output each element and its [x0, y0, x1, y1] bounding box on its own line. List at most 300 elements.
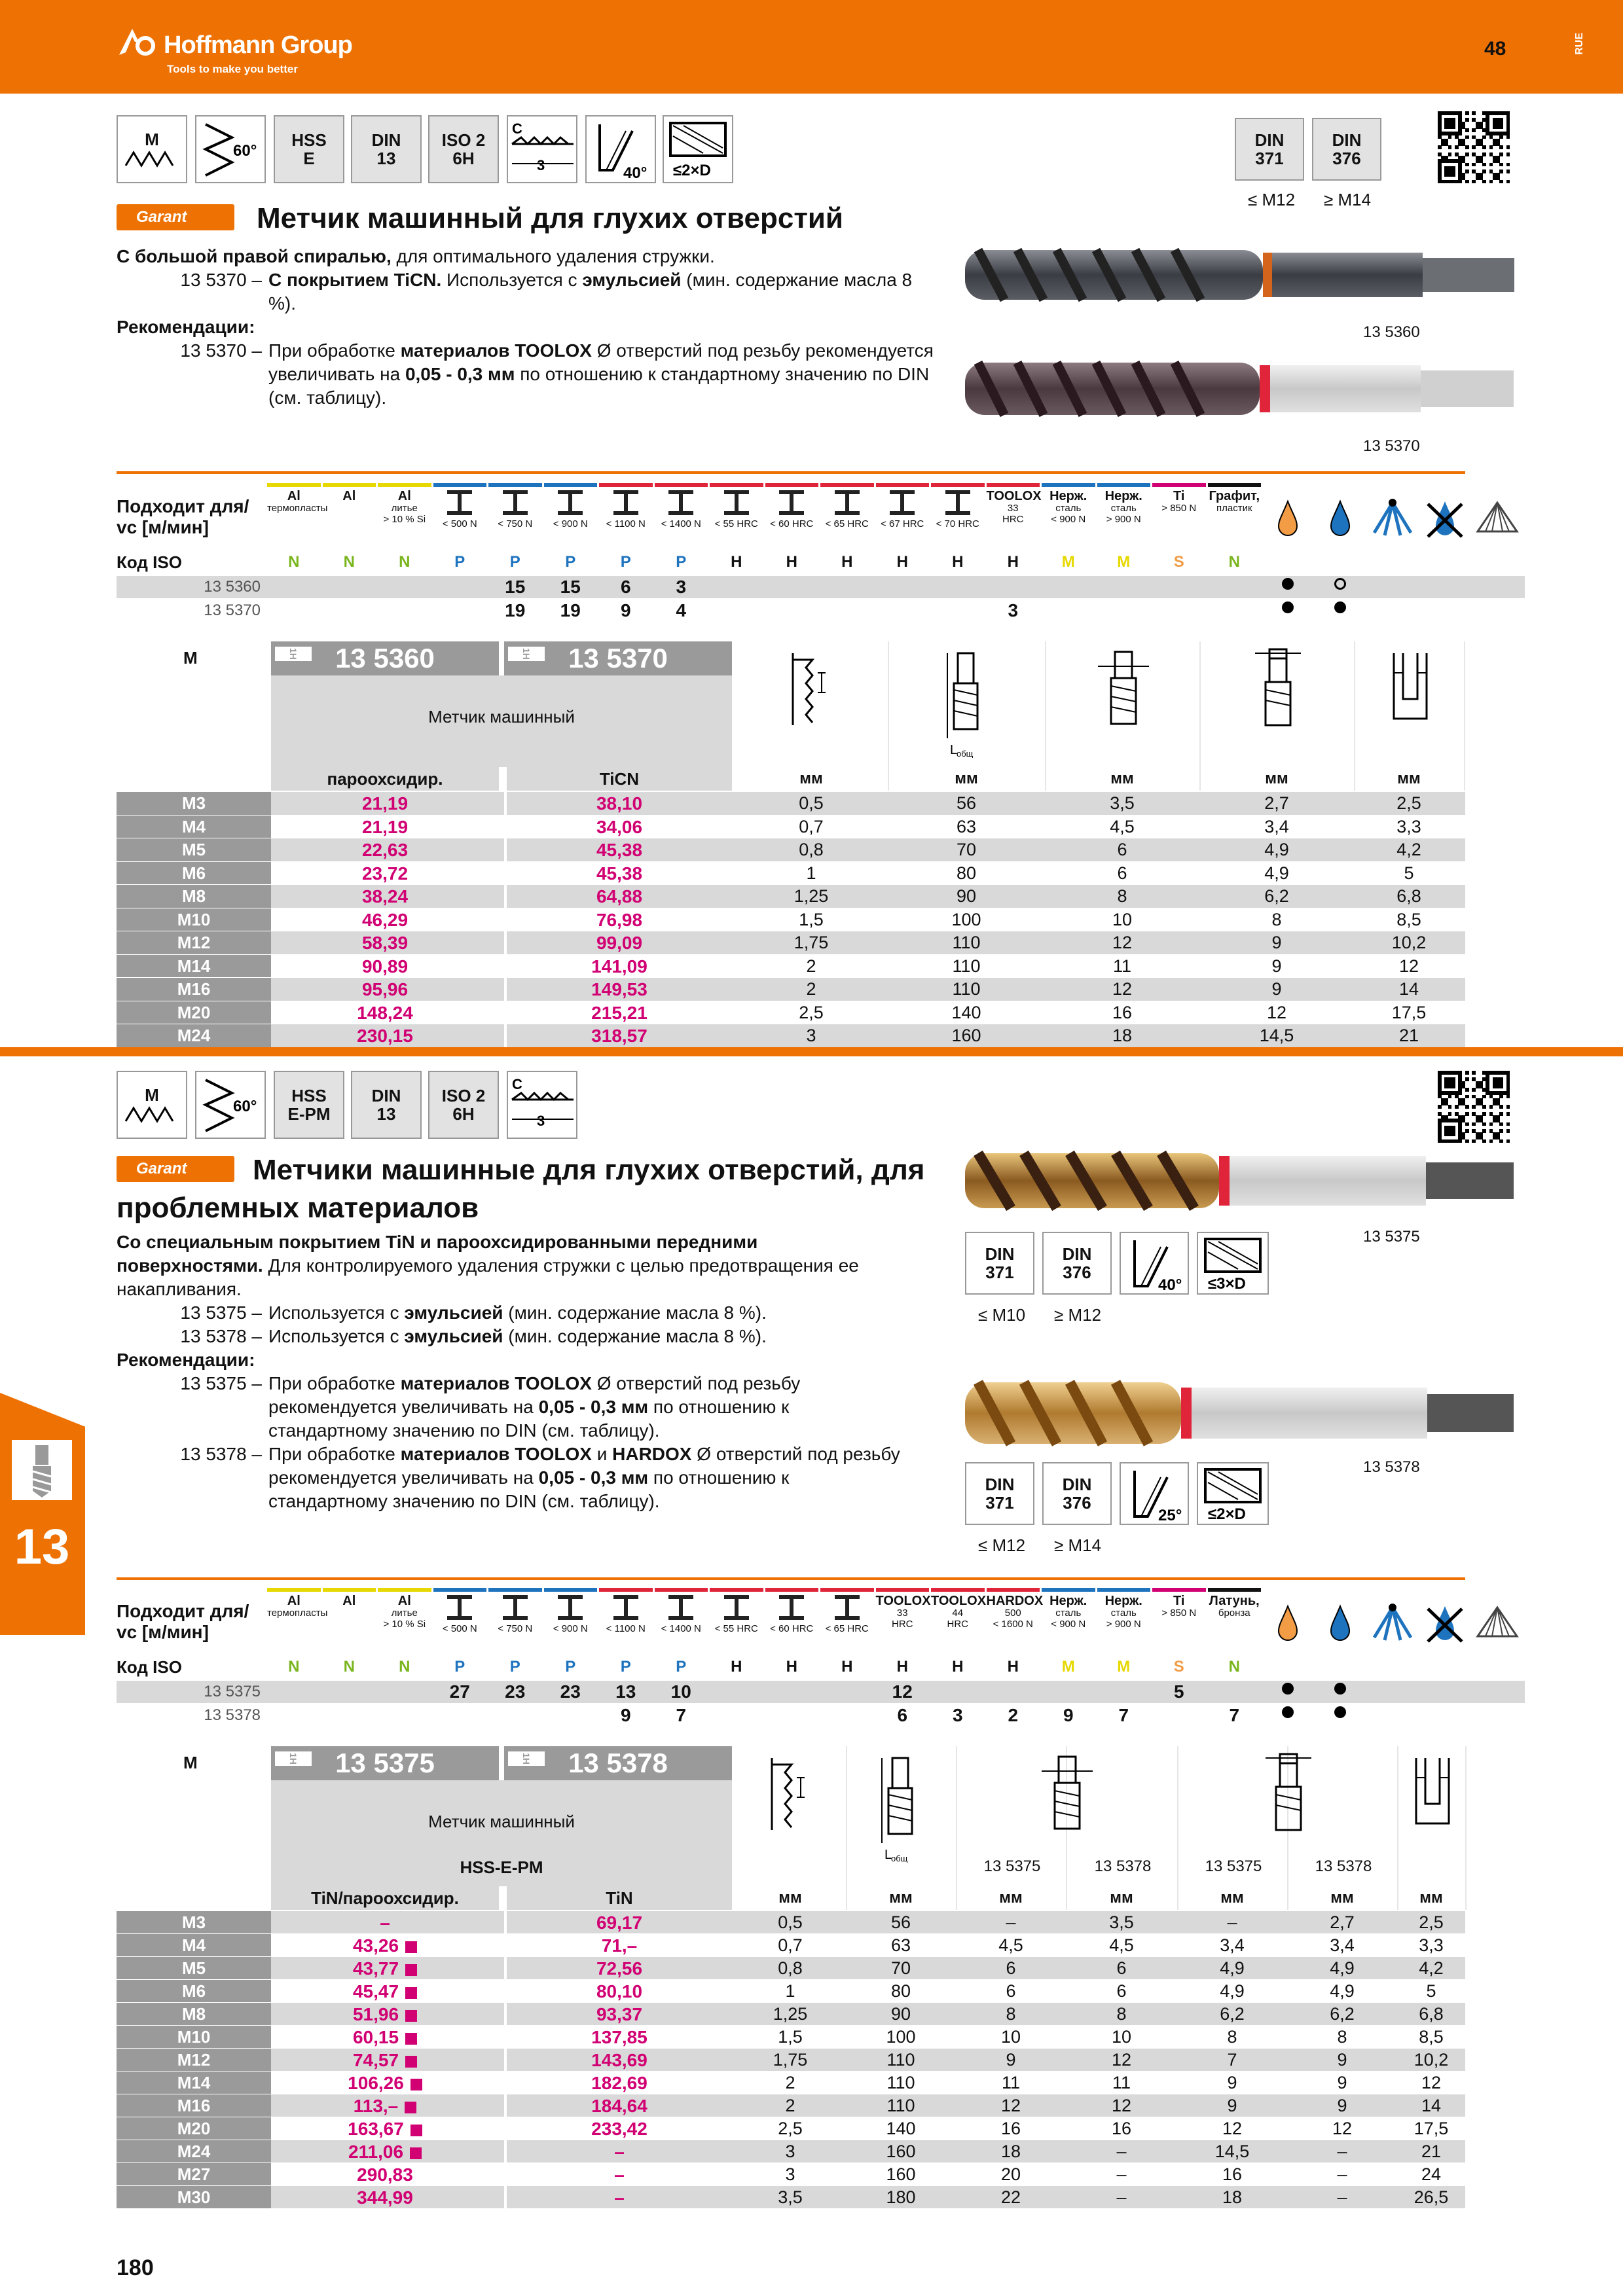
price-cell: 211,06 [271, 2140, 499, 2162]
dimension-cell: 8 [1337, 2027, 1347, 2047]
sub-article-code: 13 5375 [983, 1857, 1041, 1875]
dimension-cell: – [1116, 2142, 1127, 2161]
desc-line: 13 5375 – Используется с эмульсией (мин. содержание масла 8 %). [180, 1302, 767, 1323]
thread-size-cell: M14 [117, 2072, 271, 2094]
dimension-cell: 4,9 [1264, 840, 1289, 859]
material-column-header: Al литье > 10 % Si [383, 489, 426, 525]
material-column-header: TOOLOX 33 HRC [875, 1594, 931, 1630]
dimension-cell: 110 [886, 2073, 915, 2092]
iso-code-cell: H [786, 1658, 797, 1676]
steel-beam-icon [776, 490, 807, 516]
price-cell: 76,98 [504, 908, 732, 931]
thread-size-cell: M20 [117, 2117, 271, 2140]
svg-text:3: 3 [537, 157, 545, 173]
article-code: 13 5375 [204, 1683, 261, 1700]
tap-chapter-icon [12, 1440, 72, 1500]
material-color-bar [433, 483, 487, 487]
dimension-cell: 10 [1112, 909, 1133, 929]
material-column-header: HARDOX 500 < 1600 N [986, 1594, 1044, 1630]
dimension-cell: – [1006, 1912, 1016, 1932]
price-cell: 184,64 [504, 2094, 732, 2117]
price-cell: 34,06 [504, 816, 732, 838]
dimension-cell: 9 [1337, 2073, 1347, 2092]
price-cell: 69,17 [504, 1911, 732, 1933]
price-cell: 230,15 [357, 1026, 413, 1046]
dimension-cell: 90 [956, 886, 977, 906]
iso-code-cell: P [620, 1658, 631, 1676]
unit-label: мм [736, 767, 886, 791]
qr-code-icon[interactable] [1438, 111, 1510, 183]
iso-code-cell: H [841, 1658, 853, 1676]
material-column-header: < 70 HRC [931, 490, 985, 547]
square-size-icon [1201, 647, 1355, 733]
material-color-bar [323, 483, 376, 487]
dimension-cell: 1 [785, 1981, 795, 2001]
dimension-cell: 21 [1398, 1026, 1419, 1045]
iso-code-cell: N [399, 553, 410, 571]
material-column-header: < 900 N [544, 490, 598, 547]
svg-text:60°: 60° [233, 142, 257, 160]
iso-code-cell: P [509, 1658, 520, 1676]
material-color-bar [323, 1588, 376, 1592]
cutting-speed-value: 3 [952, 1705, 963, 1725]
steel-beam-icon [832, 490, 862, 516]
price-cell: 106,26 [271, 2072, 499, 2094]
iso-code-cell: S [1173, 553, 1184, 571]
steel-beam-icon [776, 1594, 807, 1621]
spray-icon [1368, 1601, 1417, 1647]
steel-beam-icon [611, 1594, 641, 1621]
dimension-cell: 6,2 [1264, 886, 1289, 906]
desc-line-1: С большой правой спиралью, для оптимального удаления стружки. [117, 246, 715, 266]
thread-size-cell: M6 [117, 862, 271, 885]
price-cell: 38,24 [361, 886, 409, 906]
dimension-cell: 160 [886, 2164, 916, 2184]
dimension-cell: 11 [1001, 2073, 1021, 2092]
spec-symbol: DIN 13 [351, 1071, 422, 1139]
spray-icon [1368, 496, 1417, 542]
material-column-header: Нерж. сталь < 900 N [1049, 489, 1087, 525]
material-color-bar [1097, 1588, 1151, 1592]
iso-code-cell: H [1007, 1658, 1019, 1676]
dimension-cell: 14 [1398, 979, 1419, 999]
din-376-label: DIN 376 [1332, 130, 1362, 168]
section-separator [0, 1047, 1623, 1056]
iso-code-cell: P [676, 553, 687, 571]
dimension-cell: 3,3 [1396, 816, 1421, 836]
din-371-badge [1235, 118, 1304, 181]
dimension-cell: 4,9 [1330, 1958, 1355, 1978]
svg-text:≤2×D: ≤2×D [673, 162, 711, 179]
dimension-cell: 9 [1271, 956, 1282, 976]
price-cell: 99,09 [504, 931, 732, 954]
desc-line-4: 13 5370 – При обработке материалов TOOLOX Ø отверстий под резьбу рекомендуется увеличивать на 0,05 - 0,3 мм по отношению к стандартному значению по DIN (см. таблицу). [180, 340, 934, 408]
price-cell: 23,72 [361, 863, 409, 884]
spec-symbol [585, 115, 656, 183]
spec-symbol: ISO 2 6H [428, 1071, 499, 1139]
qr-code-icon[interactable] [1438, 1071, 1510, 1143]
material-color-bar [267, 1588, 321, 1592]
page-number: 180 [117, 2255, 154, 2280]
thread-size-cell: M4 [117, 816, 271, 838]
dimension-cell: 6,8 [1396, 886, 1421, 906]
iso-code-cell: P [454, 553, 465, 571]
iso-code-cell: P [620, 553, 631, 571]
availability-marker [405, 1941, 417, 1953]
cutting-speed-value: 9 [1063, 1705, 1074, 1725]
dimension-cell: 3,5 [778, 2187, 803, 2207]
coolant-indicator [1315, 600, 1365, 622]
article-code: 13 5360 [204, 578, 261, 596]
tool-description: Метчик машинный [428, 707, 575, 726]
article-code: 13 5370 [204, 601, 261, 619]
material-column-header: Al термопласты [267, 489, 328, 514]
section-title: Метчик машинный для глухих отверстий [257, 202, 843, 234]
svg-text:общ: общ [891, 1854, 908, 1863]
mql-icon [1472, 1601, 1522, 1647]
article-code-header: 13 5360 1H [271, 641, 499, 675]
dimension-cell: 7 [1227, 2050, 1237, 2070]
dimension-cell: 12 [1111, 2050, 1132, 2070]
price-cell: 45,38 [504, 838, 732, 861]
material-color-bar [876, 1588, 930, 1592]
steel-beam-icon [500, 490, 530, 516]
dimension-cell: 2 [806, 956, 816, 976]
dimension-cell: 12 [1000, 2096, 1021, 2115]
thread-size-cell: M8 [117, 2003, 271, 2025]
desc-code: 13 5370 – [180, 270, 262, 290]
material-column-header: Al [342, 489, 356, 503]
chamfer-angle-icon [1120, 1232, 1189, 1295]
dimension-cell: 4,9 [1264, 863, 1289, 883]
dimension-cell: 9 [1337, 2050, 1347, 2070]
dimension-cell: 11 [1112, 956, 1132, 976]
cutting-speed-value: 6 [897, 1705, 908, 1725]
dimension-cell: 3,5 [1109, 1912, 1134, 1932]
thread-size-cell: M6 [117, 1980, 271, 2002]
steel-beam-icon [832, 1594, 862, 1621]
dimension-cell: 3 [785, 2164, 795, 2184]
tap-tool-image-3 [965, 1144, 1515, 1217]
dimension-cell: 5 [1426, 1981, 1436, 2001]
sub-article-code: 13 5378 [1315, 1857, 1372, 1875]
tap-tool-image-4 [965, 1374, 1515, 1453]
price-cell: 141,09 [504, 955, 732, 978]
mql-icon [1472, 496, 1522, 542]
top-section-divider [117, 471, 1465, 474]
material-column-header: < 67 HRC [876, 490, 930, 547]
price-cell: 290,83 [357, 2164, 413, 2185]
tool-material: HSS-E-PM [460, 1857, 543, 1877]
svg-text:3: 3 [537, 1113, 545, 1129]
thread-size-cell: M12 [117, 2049, 271, 2071]
iso-label: Код ISO [117, 1657, 182, 1677]
spec-symbol: HSS E [274, 115, 344, 183]
dimension-cell: 110 [886, 2050, 915, 2070]
dimension-cell: 140 [951, 1002, 981, 1022]
unit-label: мм [1178, 1886, 1286, 1910]
sub-article-code: 13 5378 [1094, 1857, 1152, 1875]
spec-symbol: M [117, 1071, 187, 1139]
dimension-cell: 6 [1116, 1981, 1127, 2001]
iso-code-cell: H [952, 1658, 964, 1676]
availability-marker [410, 2125, 422, 2136]
dimension-cell: 4,9 [1220, 1958, 1245, 1978]
dimension-cell: 12 [1112, 933, 1133, 952]
unit-label: мм [1046, 767, 1198, 791]
dimension-cell: 4,9 [1330, 1981, 1355, 2001]
material-column-header: Нерж. сталь < 900 N [1049, 1594, 1087, 1630]
material-color-bar [433, 1588, 487, 1592]
dry-icon [1420, 1601, 1470, 1647]
dimension-cell: 110 [952, 933, 981, 952]
coolant-indicator [1263, 1704, 1313, 1727]
din-label: DIN 371 [985, 1244, 1015, 1282]
thread-size-cell: M14 [117, 955, 271, 978]
steel-beam-icon [445, 1594, 475, 1621]
price-cell: 137,85 [504, 2026, 732, 2048]
material-column-header: Латунь, бронза [1209, 1594, 1260, 1619]
shank-diameter-icon [1046, 647, 1201, 733]
thread-pitch-icon [736, 647, 889, 733]
price-cell: 64,88 [504, 885, 732, 908]
material-color-bar [378, 1588, 431, 1592]
thread-size-cell: M24 [117, 2140, 271, 2162]
material-column-header: < 1100 N [599, 1594, 653, 1652]
spec-symbol [663, 115, 733, 183]
din-label: DIN 376 [1062, 1475, 1092, 1513]
dimension-cell: 80 [890, 1981, 911, 2001]
dimension-cell: 14,5 [1214, 2142, 1250, 2161]
dimension-cell: 0,5 [778, 1912, 803, 1932]
chapter-number: 13 [14, 1519, 70, 1575]
price-cell: 38,10 [504, 792, 732, 815]
cutting-speed-value: 5 [1173, 1681, 1184, 1702]
dimension-cell: 10 [1000, 2027, 1021, 2047]
unit-label: мм [847, 1886, 955, 1910]
coolant-indicator [1315, 576, 1365, 598]
depth-icon [1197, 1232, 1269, 1295]
dimension-cell: 18 [1000, 2142, 1021, 2161]
dimension-cell: 100 [886, 2027, 916, 2047]
material-color-bar [1208, 1588, 1262, 1592]
cutting-speed-value: 2 [1008, 1705, 1019, 1725]
spec-symbol [195, 115, 266, 183]
dimension-cell: 110 [952, 956, 981, 976]
material-header-label: Подходит для/ vc [м/мин] [117, 1601, 249, 1642]
iso-code-cell: N [343, 1658, 355, 1676]
dimension-cell: 5 [1404, 863, 1414, 883]
tap-tool-image-2 [965, 353, 1515, 424]
dimension-cell: 1,5 [799, 909, 824, 929]
material-color-bar [1042, 1588, 1095, 1592]
oil-drop-icon [1263, 496, 1313, 542]
dimension-cell: 18 [1222, 2187, 1243, 2207]
iso-code-cell: M [1117, 553, 1131, 571]
material-color-bar [987, 1588, 1040, 1592]
tool-description: Метчик машинный [428, 1812, 575, 1831]
article-code-header: 13 5370 1H [504, 641, 732, 675]
dimension-cell: 3,5 [1110, 793, 1135, 813]
dimension-cell: 70 [956, 840, 977, 859]
material-column-header: Нерж. сталь > 900 N [1104, 489, 1142, 525]
material-column-header: Al литье > 10 % Si [383, 1594, 426, 1630]
iso-code-cell: N [1228, 1658, 1240, 1676]
thread-size-cell: M5 [117, 1957, 271, 1979]
dimension-cell: 6 [1006, 1958, 1016, 1978]
iso-code-cell: P [509, 553, 520, 571]
dimension-cell: 6 [1116, 1958, 1127, 1978]
dimension-cell: 9 [1271, 979, 1282, 999]
material-color-bar [544, 483, 598, 487]
dimension-cell: 21 [1421, 2142, 1442, 2161]
article-code: 13 5378 [204, 1706, 261, 1724]
thread-size-cell: M12 [117, 931, 271, 954]
dimension-cell: 1,25 [773, 2004, 808, 2024]
price-cell: 182,69 [504, 2072, 732, 2094]
svg-text:общ: общ [957, 749, 974, 758]
coolant-indicator [1315, 1704, 1365, 1727]
coolant-indicator [1315, 1681, 1365, 1703]
din-371-note: ≤ M12 [1248, 190, 1296, 209]
material-color-bar [931, 483, 985, 487]
desc-line: 13 5378 – При обработке материалов TOOLOX и HARDOX Ø отверстий под резьбу рекомендуется увеличивать на 0,05 - 0,3 мм по отношению к стандартному значению по DIN (см. таблицу). [180, 1444, 900, 1511]
dimension-cell: 8 [1227, 2027, 1237, 2047]
dimension-cell: 11 [1112, 2073, 1131, 2092]
price-cell: 74,57 [271, 2049, 499, 2071]
material-color-bar [710, 483, 763, 487]
cutting-speed-value: 23 [560, 1681, 581, 1702]
desc-line: 13 5378 – Используется с эмульсией (мин. содержание масла 8 %). [180, 1326, 767, 1346]
spec-symbol: DIN 13 [351, 115, 422, 183]
material-color-bar [267, 483, 321, 487]
dimension-cell: 18 [1112, 1026, 1133, 1045]
cutting-speed-value: 15 [560, 577, 581, 597]
garant-brand-label: Garant [136, 1160, 187, 1177]
dimension-cell: 4,2 [1419, 1958, 1444, 1978]
tap-tool-image-1 [965, 241, 1515, 309]
dimension-cell: 12 [1332, 2119, 1353, 2138]
dimension-cell: 100 [951, 909, 981, 929]
cutting-speed-value: 9 [620, 1705, 631, 1725]
unit-label: мм [1355, 767, 1463, 791]
dimension-cell: 12 [1111, 2096, 1132, 2115]
price-cell: 22,63 [361, 840, 409, 860]
chapter-side-tab [0, 1393, 85, 1635]
price-cell: 143,69 [504, 2049, 732, 2071]
cutting-speed-value: 15 [505, 577, 526, 597]
availability-marker [405, 2056, 417, 2068]
price-cell: 80,10 [504, 1980, 732, 2002]
material-column-header: < 60 HRC [765, 1594, 819, 1652]
desc-line: поверхностями. Для контролируемого удаления стружки с целью предотвращения ее [117, 1255, 859, 1276]
din-376-badge [1312, 118, 1381, 181]
dimension-cell: 16 [1111, 2119, 1132, 2138]
material-column-header: < 1400 N [655, 490, 708, 547]
thread-size-cell: M16 [117, 978, 271, 1001]
garant-brand-badge [117, 1156, 234, 1182]
cutting-speed-value: 7 [676, 1705, 687, 1725]
dimension-cell: 140 [886, 2119, 916, 2138]
availability-marker [405, 1987, 417, 1999]
svg-text:40°: 40° [623, 164, 647, 181]
dimension-cell: 10,2 [1413, 2050, 1449, 2070]
coating-header: TiCN [504, 767, 732, 791]
dimension-cell: 4,9 [1220, 1981, 1245, 2001]
depth-value: ≤3×D [1208, 1275, 1246, 1293]
iso-code-cell: M [1061, 1658, 1075, 1676]
table-row [117, 1681, 1525, 1703]
material-color-bar [378, 483, 431, 487]
dimension-cell: 8,5 [1419, 2027, 1444, 2047]
svg-text:L: L [884, 1848, 892, 1862]
dimension-cell: 0,7 [778, 1935, 803, 1955]
material-column-header: < 750 N [488, 490, 542, 547]
dry-icon [1420, 496, 1470, 542]
material-column-header: Ti > 850 N [1161, 1594, 1197, 1619]
dimension-cell: 2,5 [778, 2119, 803, 2138]
material-column-header: Графит, пластик [1209, 489, 1260, 514]
price-cell: 46,29 [361, 909, 409, 930]
din-label: DIN 376 [1062, 1244, 1092, 1282]
thread-size-cell: M30 [117, 2186, 271, 2208]
unit-label: мм [889, 767, 1044, 791]
material-color-bar [987, 483, 1040, 487]
cutting-speed-value: 27 [449, 1681, 470, 1702]
section-title-line2: проблемных материалов [117, 1192, 479, 1224]
unit-label: мм [1398, 1886, 1464, 1910]
section-title-line1: Метчики машинные для глухих отверстий, для [253, 1154, 925, 1186]
dimension-cell: 6,2 [1330, 2004, 1355, 2024]
dimension-cell: 160 [951, 1026, 981, 1045]
availability-marker [405, 1964, 417, 1976]
coating-header: TiN [504, 1886, 732, 1910]
unit-label: мм [1067, 1886, 1176, 1910]
spec-symbol: HSS E-PM [274, 1071, 344, 1139]
material-color-bar [488, 483, 542, 487]
material-color-bar [765, 483, 819, 487]
dimension-cell: 10 [1111, 2027, 1132, 2047]
steel-beam-icon [721, 1594, 752, 1621]
dimension-cell: 2 [785, 2073, 795, 2092]
spec-symbol [195, 1071, 266, 1139]
square-size-icon [1178, 1751, 1398, 1852]
material-color-bar [1208, 483, 1262, 487]
material-column-header: Ti > 850 N [1161, 489, 1197, 514]
iso-code-cell: H [1007, 553, 1019, 571]
core-hole-icon [1398, 1751, 1467, 1852]
iso-code-cell: M [1117, 1658, 1131, 1676]
dimension-cell: 16 [1112, 1002, 1133, 1022]
iso-code-cell: N [399, 1658, 410, 1676]
availability-marker [405, 2033, 417, 2045]
cutting-speed-value: 19 [505, 600, 526, 620]
material-color-bar [1152, 1588, 1206, 1592]
material-header-label: Подходит для/ vc [м/мин] [117, 496, 249, 537]
dimension-cell: 1,25 [793, 886, 829, 906]
din-label: DIN 371 [985, 1475, 1015, 1513]
thread-size-cell: M16 [117, 2094, 271, 2117]
cutting-speed-value: 9 [620, 600, 631, 620]
dimension-cell: – [1116, 2164, 1127, 2184]
dimension-cell: 9 [1271, 933, 1282, 952]
price-cell: 45,47 [271, 1980, 499, 2002]
total-length-icon [889, 647, 1046, 758]
din-371-label: DIN 371 [1254, 130, 1285, 168]
material-column-header: < 65 HRC [820, 1594, 874, 1652]
cutting-speed-value: 10 [670, 1681, 691, 1702]
iso-code-cell: P [454, 1658, 465, 1676]
